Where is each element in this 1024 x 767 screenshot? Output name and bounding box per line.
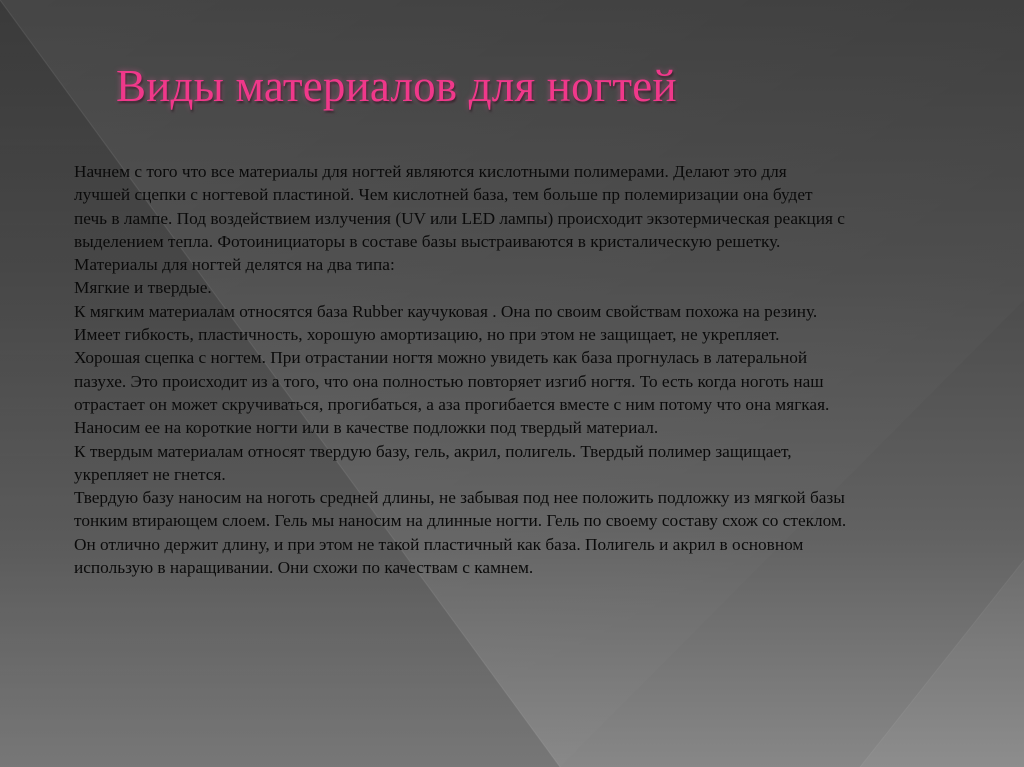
text-line: Мягкие и твердые. xyxy=(74,278,212,298)
text-line: Он отлично держит длину, и при этом не такой пластичный как база. Полигель и акрил в основном xyxy=(74,534,804,554)
text-line: К твердым материалам относят твердую базу, гель, акрил, полигель. Твердый полимер защищает, xyxy=(74,441,792,461)
slide-body-text xyxy=(74,160,974,579)
text-line: тонким втирающем слоем. Гель мы наносим на длинные ногти. Гель по своему составу схож со стеклом. xyxy=(74,511,847,531)
text-line: отрастает он может скручиваться, прогибаться, а аза прогибается вместе с ним потому что она мягкая. xyxy=(74,394,830,414)
slide-title: Виды материалов для ногтей xyxy=(116,61,677,111)
text-line: Наносим ее на короткие ногти или в качестве подложки под твердый материал. xyxy=(74,418,659,438)
text-line: Начнем с того что все материалы для ногтей являются кислотными полимерами. Делают это для xyxy=(74,162,787,181)
text-line: использую в наращивании. Они схожи по качествам с камнем. xyxy=(74,558,534,578)
text-line: Материалы для ногтей делятся на два типа: xyxy=(74,255,395,275)
text-line: пазухе. Это происходит из а того, что она полностью повторяет изгиб ногтя. То есть когда ноготь наш xyxy=(74,371,824,391)
text-line: печь в лампе. Под воздействием излучения (UV или LED лампы) происходит экзотермическая реакция с xyxy=(74,208,845,228)
text-line: Хорошая сцепка с ногтем. При отрастании ногтя можно увидеть как база прогнулась в латеральной xyxy=(74,348,808,368)
text-line: Имеет гибкость, пластичность, хорошую амортизацию, но при этом не защищает, не укрепляет. xyxy=(74,325,780,345)
text-line: К мягким материалам относятся база Rubber каучуковая . Она по своим свойствам похожа на резину. xyxy=(74,301,818,321)
text-line: лучшей сцепки с ногтевой пластиной. Чем кислотней база, тем больше пр полемиризации она будет xyxy=(74,185,813,205)
text-line: укрепляет не гнется. xyxy=(74,464,226,484)
text-line: выделением тепла. Фотоинициаторы в составе базы выстраиваются в кристалическую решетку. xyxy=(74,231,781,251)
text-line: Твердую базу наносим на ноготь средней длины, не забывая под нее положить подложку из мягкой базы xyxy=(74,488,845,508)
